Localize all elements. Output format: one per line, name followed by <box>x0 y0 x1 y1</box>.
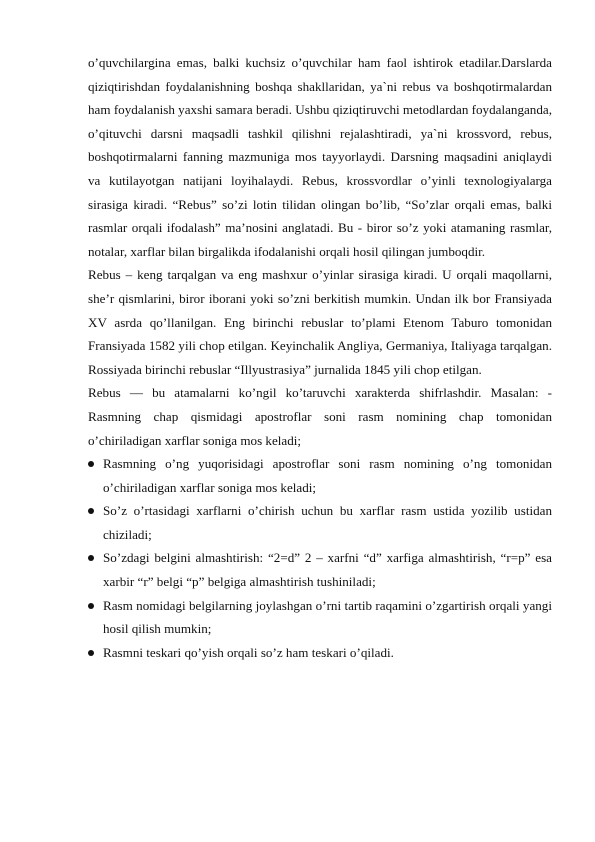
list-item <box>88 546 552 593</box>
list-item <box>88 641 552 665</box>
list-item <box>88 594 552 641</box>
list-item-text: So’z o’rtasidagi xarflarni o’chirish uchun bu xarflar rasm ustida yozilib ustidan chiziladi; <box>103 503 552 542</box>
list-item-text: So’zdagi belgini almashtirish: “2=d” 2 – xarfni “d” xarfiga almashtirish, “r=p” esa xarbir “r” belgi “p” belgiga almashtirish tushiniladi; <box>103 550 552 590</box>
bullet-icon <box>88 555 94 561</box>
bullet-icon <box>88 461 94 467</box>
rebus-rules-list <box>88 452 552 664</box>
paragraph-rebus-definition: Rebus — bu atamalarni ko’ngil ko’taruvchi xarakterda shifrlashdir. Masalan: - Rasmning chap qismidagi apostroflar soni rasm nomining chap tomonidan o’chiriladigan xarflar soniga mos keladi; <box>88 385 552 448</box>
bullet-icon <box>88 650 94 656</box>
list-item-text: Rasmni teskari qo’yish orqali so’z ham teskari o’qiladi. <box>103 644 394 660</box>
list-item-text: Rasm nomidagi belgilarning joylashgan o’rni tartib raqamini o’zgartirish orqali yangi hosil qilish mumkin; <box>103 597 552 637</box>
list-item <box>88 499 552 546</box>
list-item-text: Rasmning o’ng yuqorisidagi apostroflar soni rasm nomining o’ng tomonidan o’chiriladigan xarflar soniga mos keladi; <box>103 456 552 495</box>
list-item <box>88 452 552 499</box>
paragraph-intro: o’quvchilargina emas, balki kuchsiz o’quvchilar ham faol ishtirok etadilar.Darslarda qiziqtirishdan foydalanishning boshqa shakllaridan, ya`ni rebus va boshqotirmalardan ham foydalanish yaxshi samara beradi. Ushbu qiziqtiruvchi metodlardan foydalanganda, o’qituvchi darsni maqsadli tashkil qilishni rejalashtiradi, ya`ni krossvord, rebus, boshqotirmalarni fanning mazmuniga mos tayyorlaydi. Darsning maqsadini aniqlaydi va kutilayotgan natijani loyihalaydi. Rebus, krossvordlar o’yinli texnologiyalarga sirasiga kiradi. “Rebus” so’zi lotin tilidan olingan bo’lib, “So’zlar orqali emas, balki rasmlar orqali ifodalash” ma’nosini anglatadi. Bu - biror so’z yoki atamaning rasmlar, notalar, xarflar bilan birgalikda ifodalanishi orqali hosil qilingan jumboqdir. <box>88 55 552 259</box>
document-page <box>88 51 552 664</box>
paragraph-rebus-history: Rebus – keng tarqalgan va eng mashxur o’yinlar sirasiga kiradi. U orqali maqollarni, she’r qismlarini, biror iborani yoki so’zni berkitish mumkin. Undan ilk bor Fransiyada XV asrda qo’llanilgan. Eng birinchi rebuslar to’plami Etenom Taburo tomonidan Fransiyada 1582 yili chop etilgan. Keyinchalik Angliya, Germaniya, Italiyaga tarqalgan. Rossiyada birinchi rebuslar “Illyustrasiya” jurnalida 1845 yili chop etilgan. <box>88 267 552 377</box>
bullet-icon <box>88 603 94 609</box>
bullet-icon <box>88 508 94 514</box>
